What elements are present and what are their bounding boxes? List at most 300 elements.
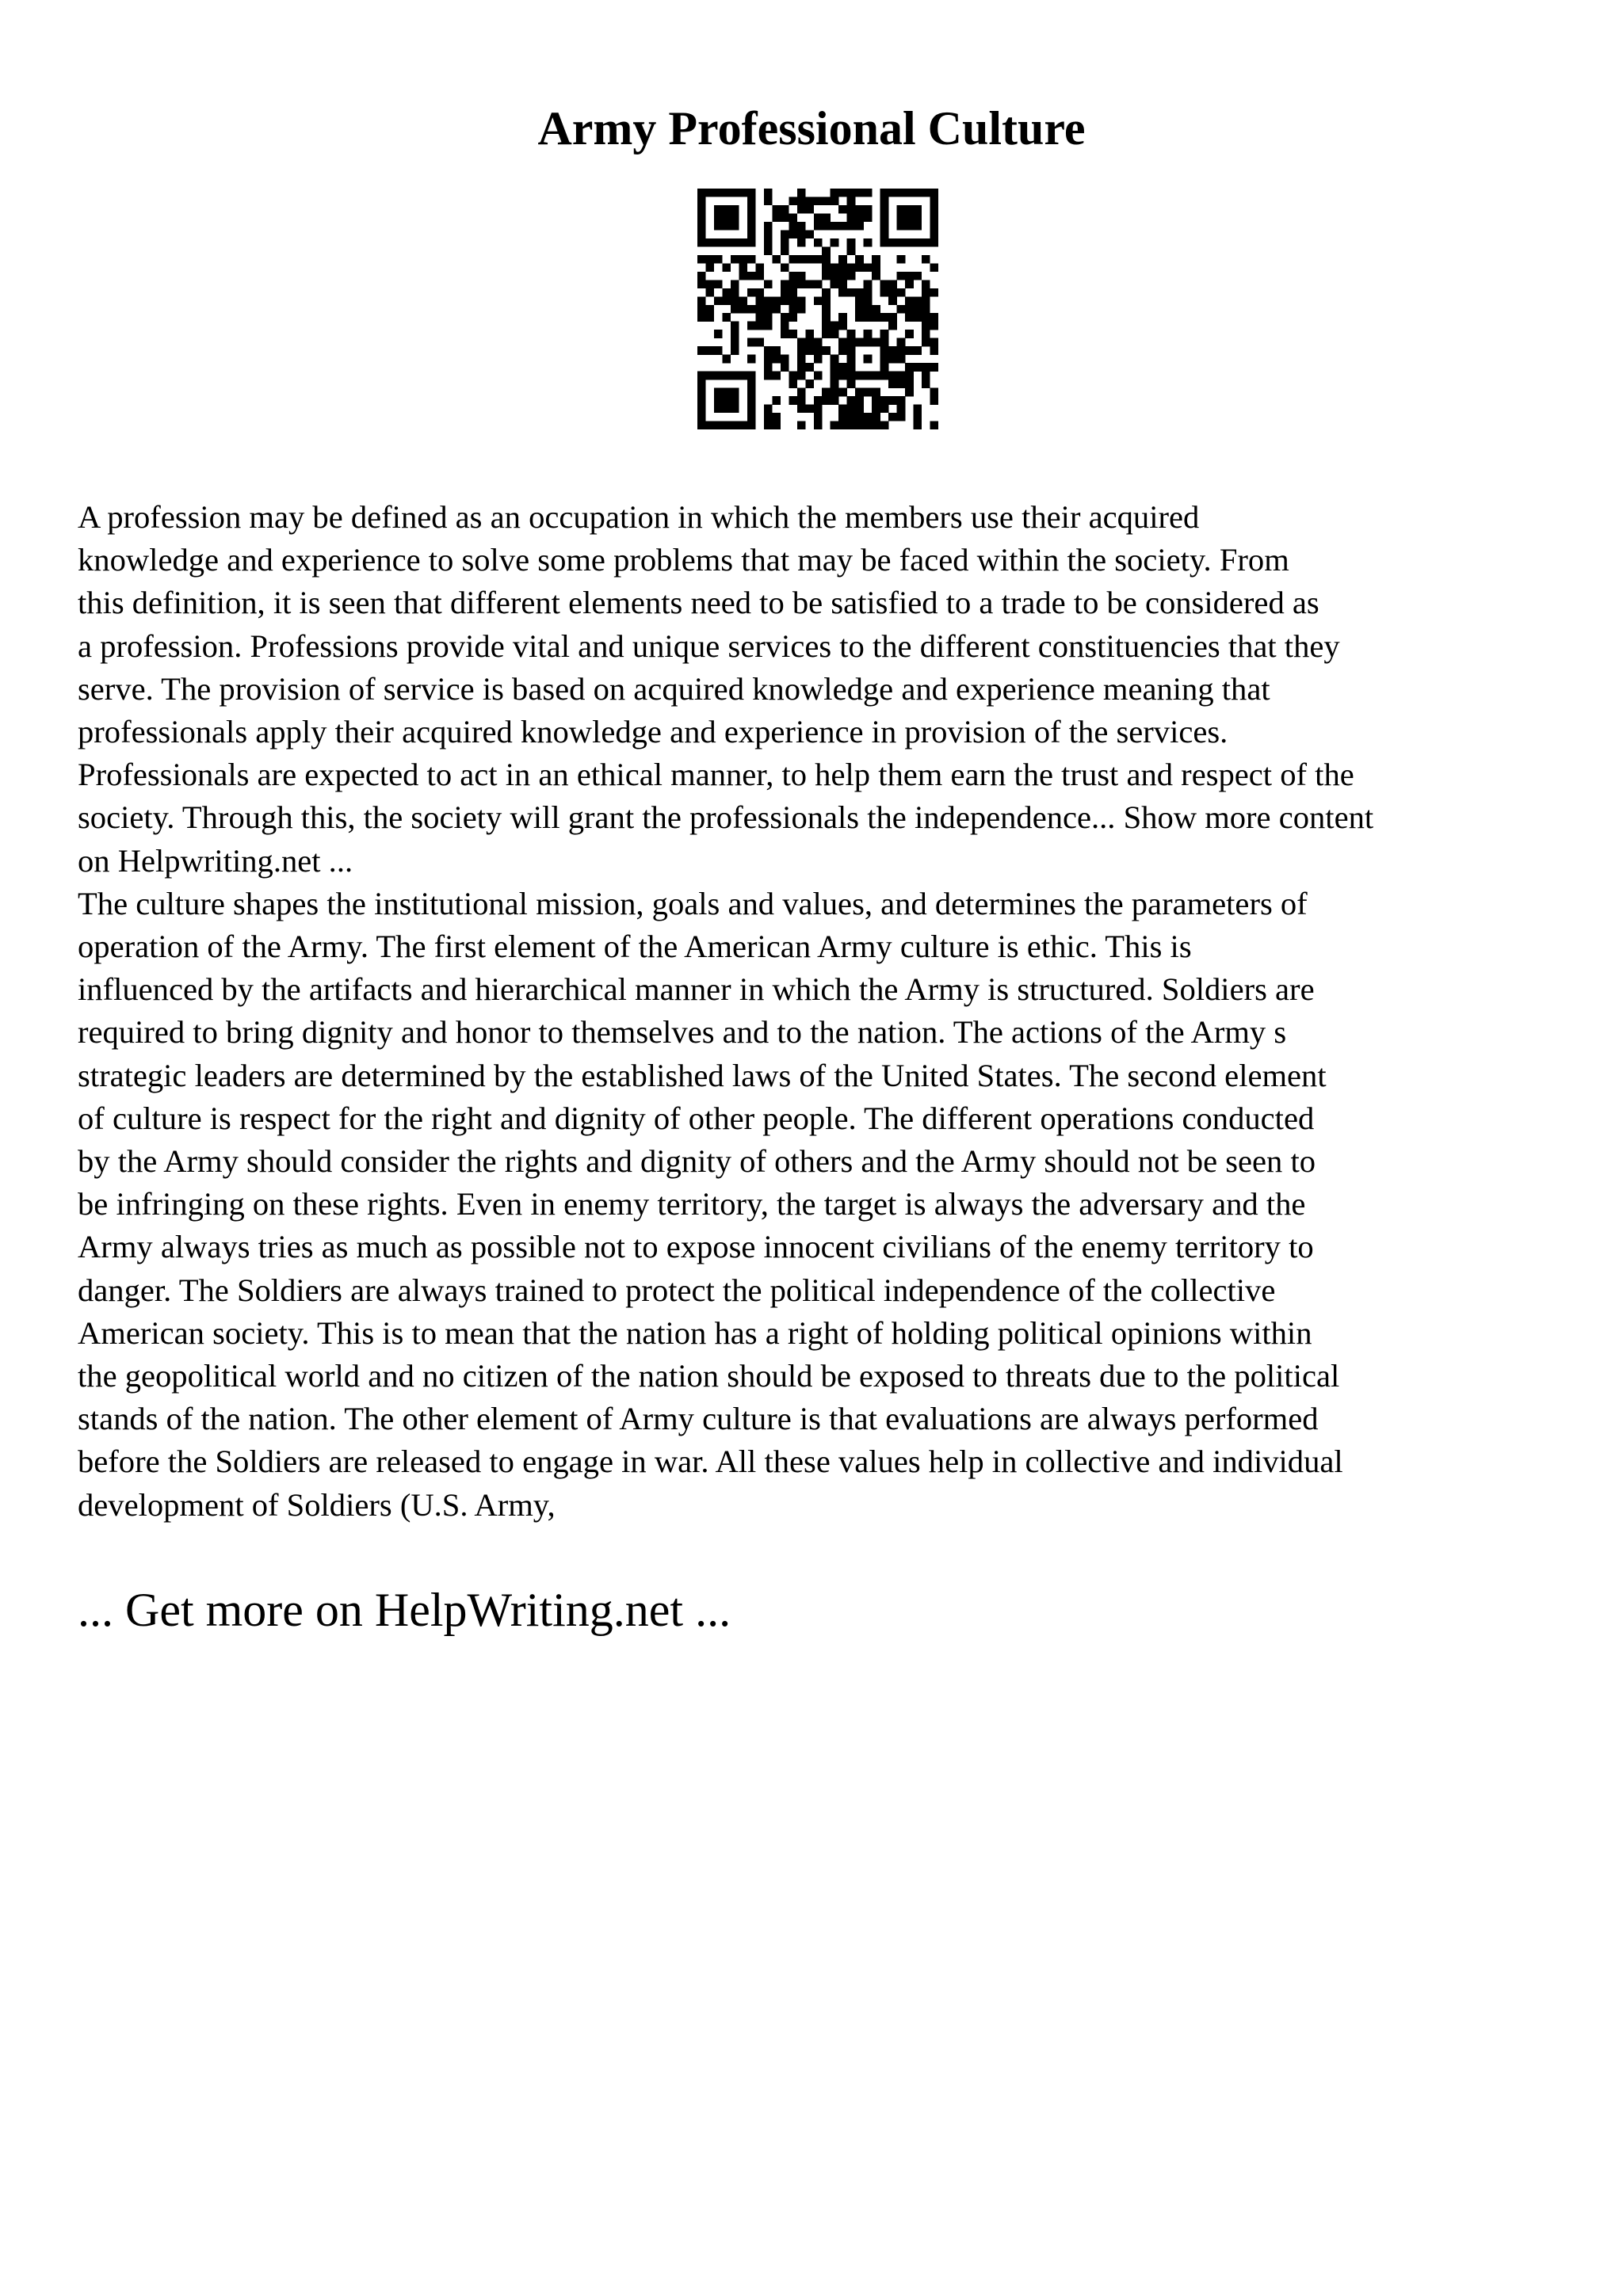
qr-module: [789, 379, 797, 388]
qr-module: [930, 222, 938, 231]
qr-module: [880, 405, 889, 414]
qr-module: [772, 205, 781, 214]
qr-module: [805, 255, 814, 264]
qr-module: [897, 405, 906, 414]
qr-module: [855, 189, 864, 197]
qr-module: [864, 388, 873, 397]
qr-module: [789, 305, 797, 314]
qr-module: [705, 238, 714, 247]
qr-module: [731, 388, 739, 397]
qr-module: [922, 330, 930, 338]
qr-module: [747, 205, 756, 214]
qr-module: [855, 396, 864, 405]
qr-module: [880, 313, 889, 322]
qr-module: [764, 222, 773, 231]
qr-module: [831, 379, 839, 388]
qr-module: [831, 263, 839, 272]
qr-module: [697, 196, 706, 205]
qr-module: [722, 189, 731, 197]
qr-module: [855, 305, 864, 314]
qr-module: [872, 396, 880, 405]
qr-module: [888, 372, 897, 380]
qr-module: [814, 346, 823, 355]
qr-module: [905, 313, 914, 322]
qr-module: [714, 222, 723, 231]
qr-module: [822, 213, 831, 222]
qr-module: [897, 288, 906, 297]
qr-module: [705, 305, 714, 314]
qr-module: [739, 238, 747, 247]
qr-module: [914, 189, 922, 197]
qr-module: [722, 205, 731, 214]
qr-module: [847, 372, 856, 380]
qr-module: [714, 296, 723, 305]
qr-module: [697, 238, 706, 247]
qr-module: [872, 272, 880, 280]
qr-module: [797, 346, 806, 355]
qr-module: [847, 363, 856, 372]
qr-module: [747, 379, 756, 388]
qr-module: [781, 355, 789, 364]
qr-module: [930, 363, 938, 372]
qr-module: [847, 379, 856, 388]
qr-module: [722, 288, 731, 297]
qr-module: [822, 346, 831, 355]
qr-module: [772, 413, 781, 421]
qr-module: [747, 413, 756, 421]
qr-module: [822, 322, 831, 330]
qr-module: [814, 372, 823, 380]
qr-module: [781, 313, 789, 322]
qr-module: [797, 222, 806, 231]
qr-module: [822, 263, 831, 272]
qr-module: [847, 405, 856, 414]
qr-module: [731, 338, 739, 347]
qr-module: [755, 338, 764, 347]
qr-module: [880, 330, 889, 338]
qr-module: [831, 196, 839, 205]
qr-module: [930, 421, 938, 429]
qr-module: [888, 346, 897, 355]
qr-module: [880, 372, 889, 380]
qr-module: [872, 313, 880, 322]
get-more-link[interactable]: ... Get more on HelpWriting.net ...: [78, 1584, 731, 1636]
qr-module: [897, 272, 906, 280]
qr-module: [905, 189, 914, 197]
qr-module: [814, 338, 823, 347]
qr-module: [930, 205, 938, 214]
qr-module: [847, 421, 856, 429]
qr-module: [822, 330, 831, 338]
qr-module: [864, 263, 873, 272]
qr-module: [855, 372, 864, 380]
qr-module: [705, 280, 714, 288]
qr-module: [755, 313, 764, 322]
qr-module: [922, 372, 930, 380]
qr-module: [705, 255, 714, 264]
qr-module: [747, 405, 756, 414]
qr-module: [831, 330, 839, 338]
qr-module: [814, 421, 823, 429]
qr-module: [722, 296, 731, 305]
qr-module: [880, 205, 889, 214]
qr-module: [731, 405, 739, 414]
qr-module: [772, 346, 781, 355]
qr-module: [905, 222, 914, 231]
qr-module: [797, 421, 806, 429]
qr-module: [797, 296, 806, 305]
qr-module: [705, 288, 714, 297]
qr-module: [855, 413, 864, 421]
qr-module: [880, 230, 889, 238]
qr-module: [747, 305, 756, 314]
qr-module: [731, 222, 739, 231]
qr-module: [739, 421, 747, 429]
qr-module: [714, 372, 723, 380]
qr-module: [755, 305, 764, 314]
qr-module: [731, 346, 739, 355]
qr-module: [897, 205, 906, 214]
qr-module: [864, 288, 873, 297]
qr-module: [822, 305, 831, 314]
qr-module: [705, 263, 714, 272]
qr-module: [722, 396, 731, 405]
qr-module: [805, 363, 814, 372]
qr-module: [864, 238, 873, 247]
qr-module: [697, 189, 706, 197]
qr-module: [822, 222, 831, 231]
qr-module: [905, 296, 914, 305]
qr-module: [864, 213, 873, 222]
qr-module: [897, 189, 906, 197]
qr-module: [897, 396, 906, 405]
qr-module: [714, 205, 723, 214]
qr-module: [772, 296, 781, 305]
qr-module: [722, 372, 731, 380]
qr-module: [822, 388, 831, 397]
qr-module: [922, 288, 930, 297]
qr-module: [764, 189, 773, 197]
qr-module: [872, 305, 880, 314]
qr-module: [930, 230, 938, 238]
qr-module: [697, 346, 706, 355]
qr-module: [822, 255, 831, 264]
qr-module: [872, 255, 880, 264]
qr-module: [838, 372, 847, 380]
page-title: Army Professional Culture: [537, 102, 1086, 154]
qr-module: [781, 296, 789, 305]
qr-module: [697, 305, 706, 314]
qr-module: [905, 280, 914, 288]
qr-module: [888, 396, 897, 405]
qr-module: [722, 238, 731, 247]
qr-module: [831, 421, 839, 429]
qr-module: [855, 222, 864, 231]
qr-module: [831, 238, 839, 247]
qr-module: [914, 421, 922, 429]
qr-module: [781, 263, 789, 272]
qr-module: [838, 255, 847, 264]
qr-module: [914, 213, 922, 222]
qr-module: [789, 296, 797, 305]
qr-module: [838, 338, 847, 347]
qr-module: [755, 322, 764, 330]
qr-module: [864, 413, 873, 421]
qr-module: [747, 238, 756, 247]
qr-module: [905, 363, 914, 372]
qr-module: [764, 363, 773, 372]
qr-module: [838, 280, 847, 288]
qr-module: [847, 272, 856, 280]
qr-module: [697, 296, 706, 305]
qr-module: [831, 280, 839, 288]
qr-module: [805, 205, 814, 214]
qr-module: [872, 263, 880, 272]
qr-module: [714, 255, 723, 264]
qr-module: [697, 280, 706, 288]
qr-module: [847, 196, 856, 205]
qr-module: [797, 272, 806, 280]
qr-module: [864, 189, 873, 197]
qr-module: [705, 421, 714, 429]
qr-code: [697, 189, 938, 429]
qr-module: [772, 305, 781, 314]
qr-module: [697, 388, 706, 397]
qr-module: [697, 230, 706, 238]
qr-code-icon: [697, 189, 938, 429]
qr-module: [888, 238, 897, 247]
qr-module: [755, 288, 764, 297]
qr-module: [731, 396, 739, 405]
qr-module: [930, 322, 938, 330]
qr-module: [764, 313, 773, 322]
qr-module: [914, 238, 922, 247]
qr-module: [739, 305, 747, 314]
qr-module: [731, 189, 739, 197]
qr-module: [888, 189, 897, 197]
qr-module: [805, 338, 814, 347]
qr-module: [922, 363, 930, 372]
qr-module: [838, 388, 847, 397]
qr-module: [764, 230, 773, 238]
qr-module: [764, 421, 773, 429]
qr-module: [797, 205, 806, 214]
qr-module: [697, 372, 706, 380]
qr-module: [930, 213, 938, 222]
qr-module: [855, 213, 864, 222]
qr-module: [772, 213, 781, 222]
qr-module: [714, 346, 723, 355]
qr-module: [847, 205, 856, 214]
qr-module: [838, 413, 847, 421]
qr-module: [855, 313, 864, 322]
qr-module: [722, 405, 731, 414]
qr-module: [764, 413, 773, 421]
qr-module: [897, 372, 906, 380]
qr-module: [772, 421, 781, 429]
qr-module: [880, 421, 889, 429]
paragraph: A profession may be defined as an occupation in which the members use their acquired knowledge and experience to solve some problems that may be faced within the society. From this definition, it is seen that different elements need to be satisfied to a trade to be considered as a profession. Professions provide vital and unique services to the different constituencies that they serve. The provision of service is based on acquired knowledge and experience meaning that professionals apply their acquired knowledge and experience in provision of the services. Professionals are expected to act in an ethical manner, to help them earn the trust and respect of the society. Through this, the society will grant the professionals the independence... Show more content on Helpwriting.net ...: [78, 499, 1374, 879]
qr-module: [888, 322, 897, 330]
qr-module: [880, 196, 889, 205]
qr-module: [872, 338, 880, 347]
qr-module: [855, 388, 864, 397]
qr-module: [739, 255, 747, 264]
qr-module: [764, 346, 773, 355]
qr-module: [930, 288, 938, 297]
qr-module: [705, 346, 714, 355]
qr-module: [930, 346, 938, 355]
qr-module: [747, 272, 756, 280]
qr-module: [747, 196, 756, 205]
qr-module: [722, 263, 731, 272]
qr-module: [838, 421, 847, 429]
qr-module: [789, 280, 797, 288]
qr-module: [772, 355, 781, 364]
qr-module: [897, 255, 906, 264]
qr-module: [731, 288, 739, 297]
qr-module: [847, 288, 856, 297]
qr-module: [864, 355, 873, 364]
qr-module: [880, 189, 889, 197]
qr-module: [714, 189, 723, 197]
qr-module: [739, 272, 747, 280]
qr-module: [864, 313, 873, 322]
qr-module: [797, 305, 806, 314]
qr-module: [731, 255, 739, 264]
qr-module: [789, 222, 797, 231]
qr-module: [922, 296, 930, 305]
qr-module: [772, 396, 781, 405]
qr-module: [714, 213, 723, 222]
qr-module: [855, 263, 864, 272]
qr-module: [847, 330, 856, 338]
qr-module: [747, 255, 756, 264]
qr-module: [838, 322, 847, 330]
qr-module: [714, 388, 723, 397]
qr-module: [914, 413, 922, 421]
qr-module: [697, 222, 706, 231]
qr-module: [922, 189, 930, 197]
qr-module: [855, 288, 864, 297]
qr-module: [764, 296, 773, 305]
qr-module: [789, 230, 797, 238]
qr-module: [872, 372, 880, 380]
qr-module: [772, 372, 781, 380]
qr-module: [930, 388, 938, 397]
document-body: [78, 496, 1579, 1527]
qr-module: [814, 396, 823, 405]
qr-module: [731, 205, 739, 214]
qr-module: [914, 222, 922, 231]
qr-module: [797, 372, 806, 380]
qr-module: [847, 189, 856, 197]
qr-module: [781, 288, 789, 297]
qr-module: [838, 405, 847, 414]
qr-module: [847, 396, 856, 405]
qr-module: [838, 205, 847, 214]
qr-module: [880, 346, 889, 355]
qr-module: [764, 405, 773, 414]
qr-module: [831, 189, 839, 197]
qr-module: [739, 372, 747, 380]
qr-module: [905, 272, 914, 280]
qr-module: [747, 213, 756, 222]
qr-module: [872, 388, 880, 397]
qr-module: [697, 405, 706, 414]
qr-module: [855, 205, 864, 214]
qr-module: [897, 222, 906, 231]
qr-module: [797, 355, 806, 364]
qr-module: [797, 396, 806, 405]
qr-module: [764, 280, 773, 288]
qr-module: [888, 355, 897, 364]
qr-module: [697, 379, 706, 388]
qr-module: [888, 413, 897, 421]
qr-module: [797, 230, 806, 238]
qr-module: [922, 338, 930, 347]
qr-module: [847, 222, 856, 231]
qr-module: [722, 421, 731, 429]
qr-module: [714, 330, 723, 338]
qr-module: [781, 205, 789, 214]
qr-module: [747, 421, 756, 429]
qr-module: [822, 288, 831, 297]
qr-module: [747, 372, 756, 380]
qr-module: [731, 213, 739, 222]
qr-module: [847, 355, 856, 364]
qr-module: [772, 255, 781, 264]
qr-module: [914, 363, 922, 372]
qr-module: [697, 396, 706, 405]
qr-module: [922, 305, 930, 314]
qr-module: [930, 263, 938, 272]
qr-module: [922, 255, 930, 264]
qr-module: [747, 396, 756, 405]
paragraph: The culture shapes the institutional mission, goals and values, and determines the parameters of operation of the Army. The first element of the American Army culture is ethic. This is influenced by the artifacts and hierarchical manner in which the Army is structured. Soldiers are required to bring dignity and honor to themselves and to the nation. The actions of the Army s strategic leaders are determined by the established laws of the United States. The second element of culture is respect for the right and dignity of other people. The different operations conducted by the Army should consider the rights and dignity of others and the Army should not be seen to be infringing on these rights. Even in enemy territory, the target is always the adversary and the Army always tries as much as possible not to expose innocent civilians of the enemy territory to danger. The Soldiers are always trained to protect the political independence of the collective American society. This is to mean that the nation has a right of holding political opinions within the geopolitical world and no citizen of the nation should be exposed to threats due to the political stands of the nation. The other element of Army culture is that evaluations are always performed before the Soldiers are released to engage in war. All these values help in collective and individual development of Soldiers (U.S. Army,: [78, 885, 1343, 1523]
qr-module: [914, 305, 922, 314]
qr-module: [705, 372, 714, 380]
qr-module: [722, 213, 731, 222]
qr-module: [847, 238, 856, 247]
qr-module: [897, 338, 906, 347]
qr-module: [905, 346, 914, 355]
qr-module: [764, 355, 773, 364]
qr-module: [805, 230, 814, 238]
qr-module: [764, 196, 773, 205]
qr-module: [880, 222, 889, 231]
qr-module: [930, 338, 938, 347]
qr-module: [814, 255, 823, 264]
qr-module: [714, 280, 723, 288]
qr-module: [888, 379, 897, 388]
qr-module: [805, 346, 814, 355]
qr-module: [905, 379, 914, 388]
qr-module: [880, 396, 889, 405]
qr-module: [888, 288, 897, 297]
qr-module: [731, 421, 739, 429]
qr-module: [880, 363, 889, 372]
qr-module: [864, 280, 873, 288]
qr-module: [822, 196, 831, 205]
qr-module: [781, 246, 789, 255]
qr-module: [914, 405, 922, 414]
qr-module: [747, 222, 756, 231]
qr-module: [847, 346, 856, 355]
qr-module: [714, 396, 723, 405]
qr-module: [797, 189, 806, 197]
qr-module: [789, 396, 797, 405]
